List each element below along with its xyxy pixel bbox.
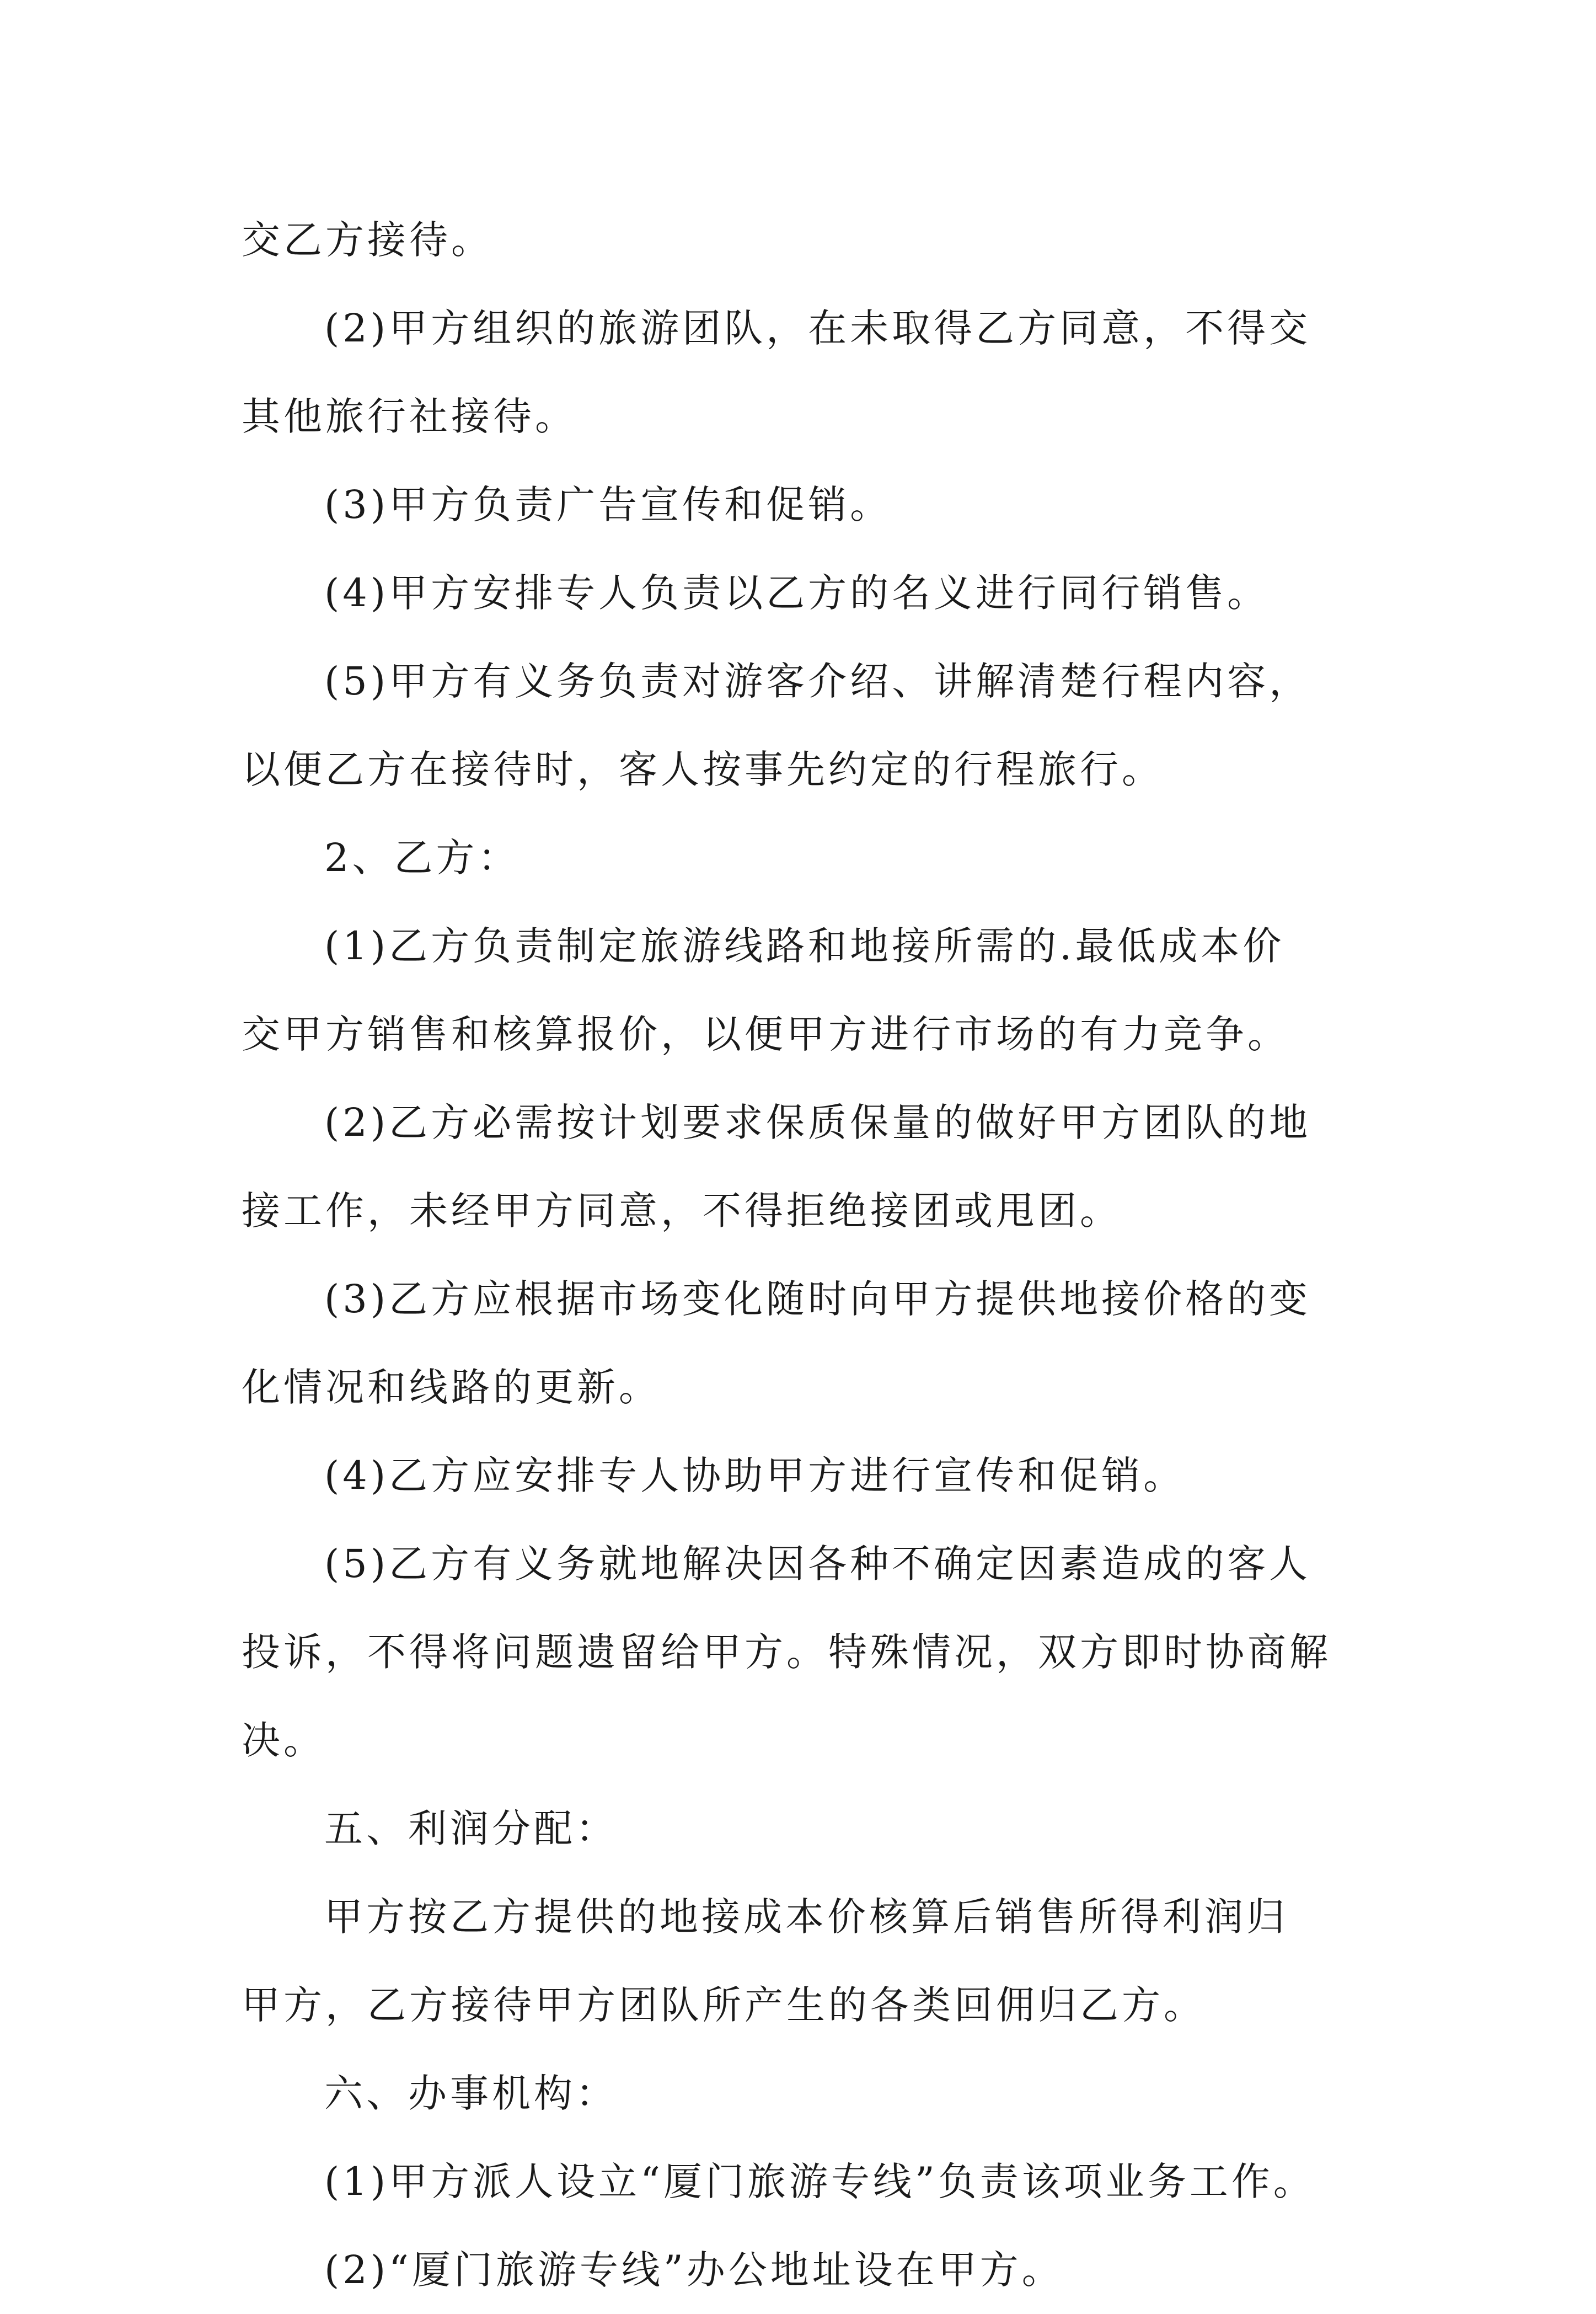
text-line: 交甲方销售和核算报价，以便甲方进行市场的有力竞争。: [242, 1012, 1289, 1057]
text-line: 甲方，乙方接待甲方团队所产生的各类回佣归乙方。: [242, 1982, 1206, 2028]
text-line: 投诉，不得将问题遗留给甲方。特殊情况，双方即时协商解: [242, 1629, 1331, 1675]
section-heading: 五、利润分配：: [324, 1806, 618, 1851]
text-line: (3)乙方应根据市场变化随时向甲方提供地接价格的变: [324, 1276, 1311, 1322]
text-line: (2)甲方组织的旅游团队，在未取得乙方同意，不得交: [324, 306, 1311, 351]
text-line: 甲方按乙方提供的地接成本价核算后销售所得利润归: [324, 1894, 1288, 1939]
text-line: 交乙方接待。: [242, 217, 493, 263]
text-line: (2)“厦门旅游专线”办公地址设在甲方。: [324, 2247, 1064, 2292]
text-line: (2)乙方必需按计划要求保质保量的做好甲方团队的地: [324, 1100, 1311, 1145]
text-line: 其他旅行社接待。: [242, 394, 577, 439]
text-line: (5)乙方有义务就地解决因各种不确定因素造成的客人: [324, 1541, 1311, 1586]
text-line: (1)乙方负责制定旅游线路和地接所需的.最低成本价: [324, 923, 1285, 969]
text-line: (3)甲方负责广告宣传和促销。: [324, 482, 892, 527]
section-heading: 六、办事机构：: [324, 2071, 618, 2116]
document-body: [242, 196, 1358, 2314]
text-line: (5)甲方有义务负责对游客介绍、讲解清楚行程内容，: [324, 659, 1311, 704]
text-line: (1)甲方派人设立“厦门旅游专线”负责该项业务工作。: [324, 2159, 1315, 2204]
text-line: (4)乙方应安排专人协助甲方进行宣传和促销。: [324, 1453, 1186, 1498]
text-line: 决。: [242, 1718, 325, 1763]
text-line: 接工作，未经甲方同意，不得拒绝接团或甩团。: [242, 1188, 1122, 1233]
text-line: 化情况和线路的更新。: [242, 1365, 661, 1410]
section-heading: 2、乙方：: [324, 835, 520, 880]
text-line: 以便乙方在接待时，客人按事先约定的行程旅行。: [242, 747, 1164, 792]
text-line: (4)甲方安排专人负责以乙方的名义进行同行销售。: [324, 570, 1270, 616]
